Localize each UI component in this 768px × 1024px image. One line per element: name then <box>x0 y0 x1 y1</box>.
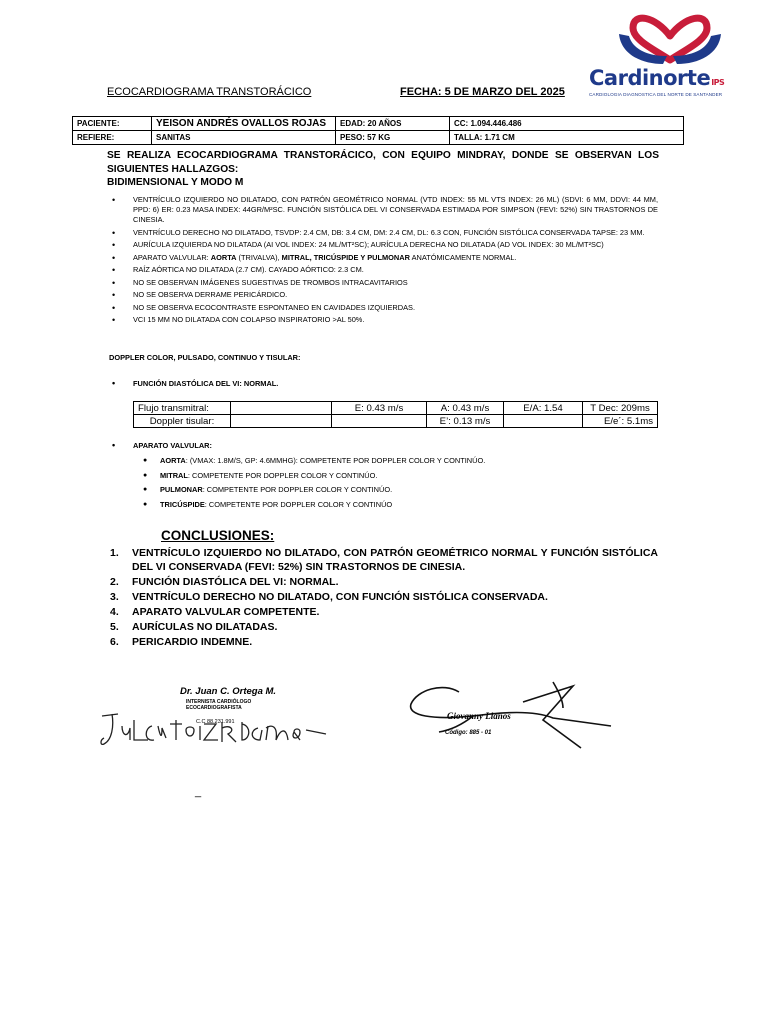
table-cell: Doppler tisular: <box>134 415 231 428</box>
table-cell: E/e´: 5.1ms <box>583 415 658 428</box>
doctor-subspecialty: ECOCARDIOGRAFISTA <box>186 705 242 711</box>
conclusions-heading: CONCLUSIONES: <box>161 528 275 543</box>
intro-block <box>107 149 659 190</box>
table-cell: A: 0.43 m/s <box>427 402 504 415</box>
brand-name: CardinorteIPS <box>589 66 725 90</box>
signature-doctor-1 <box>100 678 340 760</box>
handwritten-signature-1 <box>100 706 340 756</box>
patient-height: TALLA: 1.71 CM <box>450 131 684 145</box>
diastolic-function: • FUNCIÓN DIASTÓLICA DEL VI: NORMAL. <box>112 379 278 388</box>
finding-item: • NO SE OBSERVA ECOCONTRASTE ESPONTANEO EN CAVIDADES IZQUIERDAS. <box>112 303 658 313</box>
doctor-specialty: INTERNISTA CARDIÓLOGO <box>186 699 252 705</box>
conclusion-item: 2. FUNCIÓN DIASTÓLICA DEL VI: NORMAL. <box>110 576 339 589</box>
doctor-name: Dr. Juan C. Ortega M. <box>180 686 277 697</box>
conclusion-item: 1. VENTRÍCULO IZQUIERDO NO DILATADO, CON PATRÓN GEOMÉTRICO NORMAL Y FUNCIÓN SISTÓLICA DEL VI CONSERVADA (FEVI: 52%) SIN TRASTORNOS DE CINESIA. <box>110 547 658 574</box>
document-title: ECOCARDIOGRAMA TRANSTORÁCICO <box>107 86 312 98</box>
valves-list <box>143 456 613 514</box>
table-cell <box>504 415 583 428</box>
table-cell <box>332 415 427 428</box>
finding-item: • APARATO VALVULAR: AORTA (TRIVALVA), MITRAL, TRICÚSPIDE Y PULMONAR ANATÓMICAMENTE NORMAL. <box>112 253 658 263</box>
table-cell: E’: 0.13 m/s <box>427 415 504 428</box>
valve-item: ● MITRAL: COMPETENTE POR DOPPLER COLOR Y CONTINÚO. <box>143 471 613 481</box>
document-date: FECHA: 5 DE MARZO DEL 2025 <box>400 86 565 98</box>
refiere-label: REFIERE: <box>73 131 152 145</box>
section-bidimensional: BIDIMENSIONAL Y MODO M <box>107 177 244 188</box>
patient-cc: CC: 1.094.446.486 <box>450 117 684 131</box>
conclusion-item: 4. APARATO VALVULAR COMPETENTE. <box>110 606 320 619</box>
finding-item: • NO SE OBSERVAN IMÁGENES SUGESTIVAS DE TROMBOS INTRACAVITARIOS <box>112 278 658 288</box>
conclusion-item: 5. AURÍCULAS NO DILATADAS. <box>110 621 278 634</box>
finding-item: • VENTRÍCULO IZQUIERDO NO DILATADO, CON PATRÓN GEOMÉTRICO NORMAL (VTD INDEX: 55 ML VTS INDEX: 26 ML) (SDVI: 6 MM, DDVI: 44 MM, PPD: 6) ER: 0.23 MASA INDEX: 44GR/M²SC. FUNCIÓN SISTÓLICA DEL VI CONSERVADA ESTIMADA POR SIMPSON (FEVI: 52%) SIN TRASTORNOS DE CINESIA. <box>112 195 658 226</box>
finding-item: • VCI 15 MM NO DILATADA CON COLAPSO INSPIRATORIO >AL 50%. <box>112 315 658 325</box>
heart-hands-icon <box>615 6 725 66</box>
valve-item: ● PULMONAR: COMPETENTE POR DOPPLER COLOR Y CONTINÚO. <box>143 485 613 495</box>
conclusions-list <box>110 546 658 650</box>
valve-item: ● TRICÚSPIDE: COMPETENTE POR DOPPLER COLOR Y CONTINÚO <box>143 500 613 510</box>
doctor-2-name: Giovanny Llanos <box>447 711 511 721</box>
finding-item: • VENTRÍCULO DERECHO NO DILATADO, TSVDP: 2.4 CM, DB: 3.4 CM, DM: 2.4 CM, DL: 6.3 CON, FUNCIÓN SISTÓLICA CONSERVADA TAPSE: 23 MM. <box>112 228 658 238</box>
patient-weight: PESO: 57 KG <box>336 131 450 145</box>
table-cell: Flujo transmitral: <box>134 402 231 415</box>
table-cell <box>231 415 332 428</box>
valvular-heading: • APARATO VALVULAR: <box>112 441 212 450</box>
valve-item: ● AORTA: (VMAX: 1.8M/S, GP: 4.6MMHG): COMPETENTE POR DOPPLER COLOR Y CONTINÚO. <box>143 456 613 466</box>
table-cell: E: 0.43 m/s <box>332 402 427 415</box>
doctor-2-code: Código: 885 - 01 <box>445 730 492 736</box>
refiere-value: SANITAS <box>152 131 336 145</box>
conclusion-item: 6. PERICARDIO INDEMNE. <box>110 635 253 648</box>
findings-list <box>112 195 658 328</box>
conclusion-item: 3. VENTRÍCULO DERECHO NO DILATADO, CON FUNCIÓN SISTÓLICA CONSERVADA. <box>110 591 548 604</box>
cardinorte-logo <box>583 6 763 100</box>
table-row <box>134 402 658 415</box>
table-cell: E/A: 1.54 <box>504 402 583 415</box>
patient-name: YEISON ANDRÉS OVALLOS ROJAS <box>152 117 336 131</box>
doppler-heading: DOPPLER COLOR, PULSADO, CONTINUO Y TISULAR: <box>109 353 301 362</box>
footer-mark: _ <box>195 786 202 798</box>
doctor-id: C.C 88.231.991 <box>196 719 235 725</box>
table-row <box>134 415 658 428</box>
signature-doctor-2 <box>403 672 613 752</box>
finding-item: • NO SE OBSERVA DERRAME PERICÁRDICO. <box>112 290 658 300</box>
patient-info-table <box>72 116 684 145</box>
table-cell: T Dec: 209ms <box>583 402 658 415</box>
finding-item: • RAÍZ AÓRTICA NO DILATADA (2.7 CM). CAYADO AÓRTICO: 2.3 CM. <box>112 265 658 275</box>
patient-age: EDAD: 20 AÑOS <box>336 117 450 131</box>
intro-text: SE REALIZA ECOCARDIOGRAMA TRANSTORÁCICO, CON EQUIPO MINDRAY, DONDE SE OBSERVAN LOS SIGUIENTES HALLAZGOS: <box>107 150 659 175</box>
table-cell <box>231 402 332 415</box>
finding-item: • AURÍCULA IZQUIERDA NO DILATADA (AI VOL INDEX: 24 ML/MT²SC); AURÍCULA DERECHA NO DILATADA (AD VOL INDEX: 30 ML/MT²SC) <box>112 240 658 250</box>
brand-tagline: CARDIOLOGIA DIAGNOSTICA DEL NORTE DE SANTANDER <box>589 92 723 97</box>
doppler-table <box>133 401 658 428</box>
paciente-label: PACIENTE: <box>73 117 152 131</box>
